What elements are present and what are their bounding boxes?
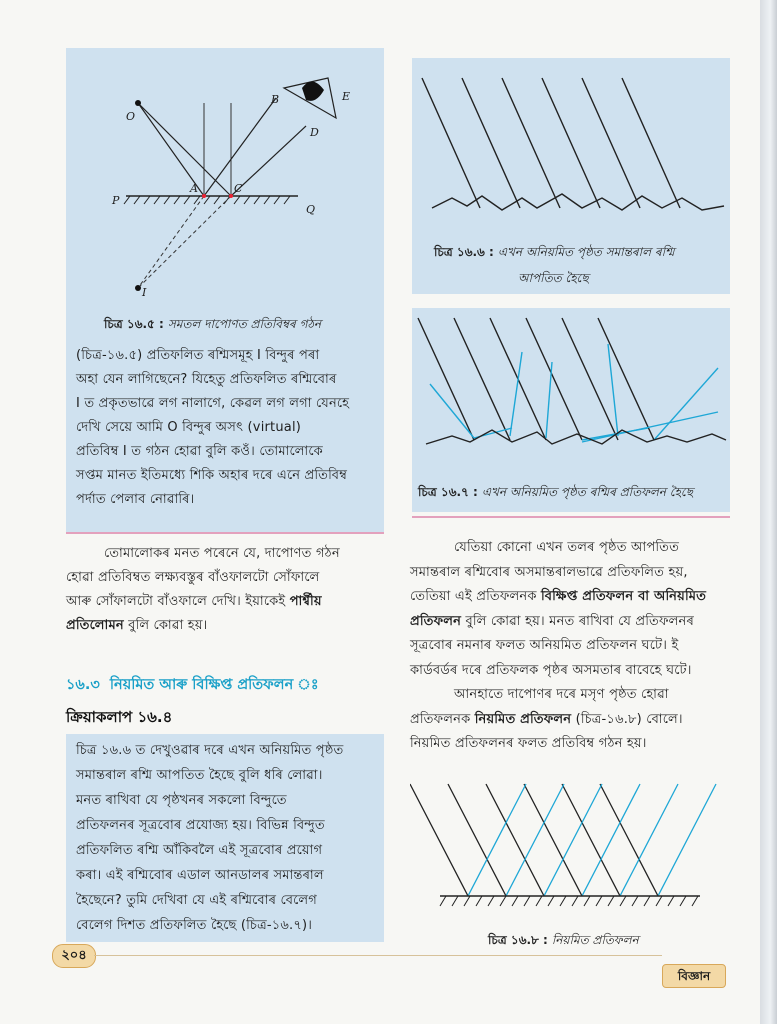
- activity-line: বেলেগ দিশত প্ৰতিফলিত হৈছে (চিত্ৰ-১৬.৭)।: [76, 918, 313, 933]
- figure-16-6-caption: [434, 244, 724, 290]
- figure-16-5-caption: [104, 316, 321, 336]
- caption-text: সমতল দাপোণত প্ৰতিবিম্বৰ গঠন: [167, 317, 322, 331]
- label-P: P: [112, 194, 120, 207]
- right-line: যেতিয়া কোনো এখন তলৰ পৃষ্ঠত আপতিত: [454, 540, 680, 555]
- bold-term: প্ৰতিফলন: [410, 613, 462, 629]
- figure-16-7-box: [412, 308, 730, 512]
- caption-number: চিত্ৰ ১৬.৭ :: [418, 485, 478, 499]
- label-B: B: [271, 93, 280, 106]
- divider: [66, 532, 384, 534]
- box-line: পৰ্দাত পেলাব নোৱাৰি।: [76, 492, 195, 507]
- figure-16-8-diagram: [410, 780, 732, 920]
- activity-title: ক্ৰিয়াকলাপ ১৬.৪: [66, 708, 173, 726]
- figure-16-8: [410, 780, 732, 940]
- caption-text: নিয়মিত প্ৰতিফলন: [551, 933, 639, 947]
- caption-number: চিত্ৰ ১৬.৬ :: [434, 245, 494, 259]
- activity-line: মনত ৰাখিবা যে পৃষ্ঠখনৰ সকলো বিন্দুতে: [76, 793, 287, 808]
- right-line: প্ৰতিফলন বুলি কোৱা হয়। মনত ৰাখিবা যে প্ৰতিফলনৰ: [410, 613, 695, 629]
- box-line: I ত প্ৰকৃতভাৱে লগ নালাগে, কেৱল লগ লগা যেনহে: [76, 396, 350, 411]
- label-O: O: [126, 110, 136, 123]
- para-line: তোমালোকৰ মনত পৰেনে যে, দাপোণত গঠন: [104, 546, 340, 561]
- bold-term: বিক্ষিপ্ত প্ৰতিফলন বা অনিয়মিত: [541, 589, 707, 604]
- bold-term: নিয়মিত প্ৰতিফলন: [474, 711, 572, 727]
- box-line: সপ্তম মানত ইতিমধ্যে শিকি অহাৰ দৰে এনে প্ৰতিবিম্ব: [76, 468, 348, 483]
- label-D: D: [310, 126, 319, 139]
- label-Q: Q: [306, 203, 316, 216]
- right-line: প্ৰতিফলনক নিয়মিত প্ৰতিফলন (চিত্ৰ-১৬.৮) বোলে।: [410, 711, 683, 727]
- right-line: তেতিয়া এই প্ৰতিফলনক বিক্ষিপ্ত প্ৰতিফলন বা অনিয়মিত: [410, 589, 707, 604]
- figure-16-6-box: [412, 58, 730, 294]
- right-line: আনহাতে দাপোণৰ দৰে মসৃণ পৃষ্ঠত হোৱা: [454, 687, 669, 702]
- label-I: I: [142, 286, 147, 299]
- right-column-paragraph: [410, 536, 732, 757]
- figure-16-7-caption: [418, 484, 730, 504]
- bold-term: প্ৰতিলোমন: [66, 618, 124, 633]
- subject-tag: বিজ্ঞান: [662, 964, 726, 988]
- divider: [412, 516, 730, 518]
- section-number: ১৬.৩: [66, 677, 100, 693]
- activity-line: প্ৰতিফলনৰ সূত্ৰবোৰ প্ৰযোজ্য হয়। বিভিন্ন বিন্দুত: [76, 818, 325, 833]
- figure-16-7-diagram: [412, 308, 730, 468]
- activity-line: কৰা। এই ৰশ্মিবোৰ এডাল আনডালৰ সমান্তৰাল: [76, 868, 324, 883]
- label-C: C: [234, 182, 243, 195]
- para-line: প্ৰতিলোমন বুলি কোৱা হয়।: [66, 618, 208, 633]
- figure-16-6-diagram: [412, 58, 730, 228]
- box-line: অহা যেন লাগিছেনে? যিহেতু প্ৰতিফলিত ৰশ্মিবোৰ: [76, 372, 337, 387]
- figure-16-8-caption: [488, 932, 639, 952]
- right-line: কাৰ্ডবৰ্ডৰ দৰে প্ৰতিফলক পৃষ্ঠৰ অসমতাৰ বাবেহে ঘটে।: [410, 662, 692, 678]
- activity-line: হৈছেনে? তুমি দেখিবা যে এই ৰশ্মিবোৰ বেলেগ: [76, 893, 317, 908]
- box-line: প্ৰতিবিম্ব I ত গঠন হোৱা বুলি কওঁ। তোমালোকে: [76, 444, 323, 459]
- page-edge: [760, 0, 777, 1024]
- caption-text: এখন অনিয়মিত পৃষ্ঠত সমান্তৰাল ৰশ্মি: [497, 245, 675, 259]
- activity-line: প্ৰতিফলিত ৰশ্মি আঁকিবলৈ এই সূত্ৰবোৰ প্ৰয়োগ: [76, 843, 323, 858]
- label-A: A: [190, 182, 198, 195]
- caption-text-line2: আপতিত হৈছে: [518, 271, 589, 285]
- box-line: (চিত্ৰ-১৬.৫) প্ৰতিফলিত ৰশ্মিসমূহ I বিন্দুৰ পৰা: [76, 348, 320, 363]
- caption-number: চিত্ৰ ১৬.৮ :: [488, 933, 548, 947]
- activity-text: [76, 738, 380, 938]
- activity-line: সমান্তৰাল ৰশ্মি আপতিত হৈছে বুলি ধৰি লোৱা।: [76, 768, 323, 783]
- right-line: সমান্তৰাল ৰশ্মিবোৰ অসমান্তৰালভাৱে প্ৰতিফলিত হয়,: [410, 564, 688, 580]
- label-E: E: [342, 90, 351, 103]
- para-line: হোৱা প্ৰতিবিম্বত লক্ষ্যবস্তুৰ বাঁওফালটো সোঁফালে: [66, 570, 320, 585]
- right-line: নিয়মিত প্ৰতিফলনৰ ফলত প্ৰতিবিম্ব গঠন হয়।: [410, 736, 647, 751]
- activity-line: চিত্ৰ ১৬.৬ ত দেখুওৱাৰ দৰে এখন অনিয়মিত পৃষ্ঠত: [76, 743, 344, 758]
- page-number: ২০৪: [52, 944, 96, 968]
- section-heading: [66, 674, 319, 698]
- para-line: আৰু সোঁফালটো বাঁওফালে দেখি। ইয়াকেই পাৰ্শ্বীয়: [66, 594, 322, 609]
- section-title: নিয়মিত আৰু বিক্ষিপ্ত প্ৰতিফলন ঃ: [109, 677, 319, 693]
- bold-term: পাৰ্শ্বীয়: [289, 594, 322, 609]
- lateral-inversion-paragraph: [66, 542, 386, 638]
- right-line: সূত্ৰবোৰ নমনাৰ ফলত অনিয়মিত প্ৰতিফলন ঘটে। ই: [410, 638, 679, 653]
- caption-number: চিত্ৰ ১৬.৫ :: [104, 317, 164, 331]
- footer-rule: [94, 955, 662, 956]
- figure-16-5-diagram: [66, 48, 384, 308]
- box-line: দেখি সেয়ে আমি O বিন্দুৰ অসৎ (virtual): [76, 420, 302, 435]
- box-paragraph: [76, 344, 376, 512]
- activity-box: [66, 734, 384, 942]
- caption-text: এখন অনিয়মিত পৃষ্ঠত ৰশ্মিৰ প্ৰতিফলন হৈছে: [481, 485, 694, 499]
